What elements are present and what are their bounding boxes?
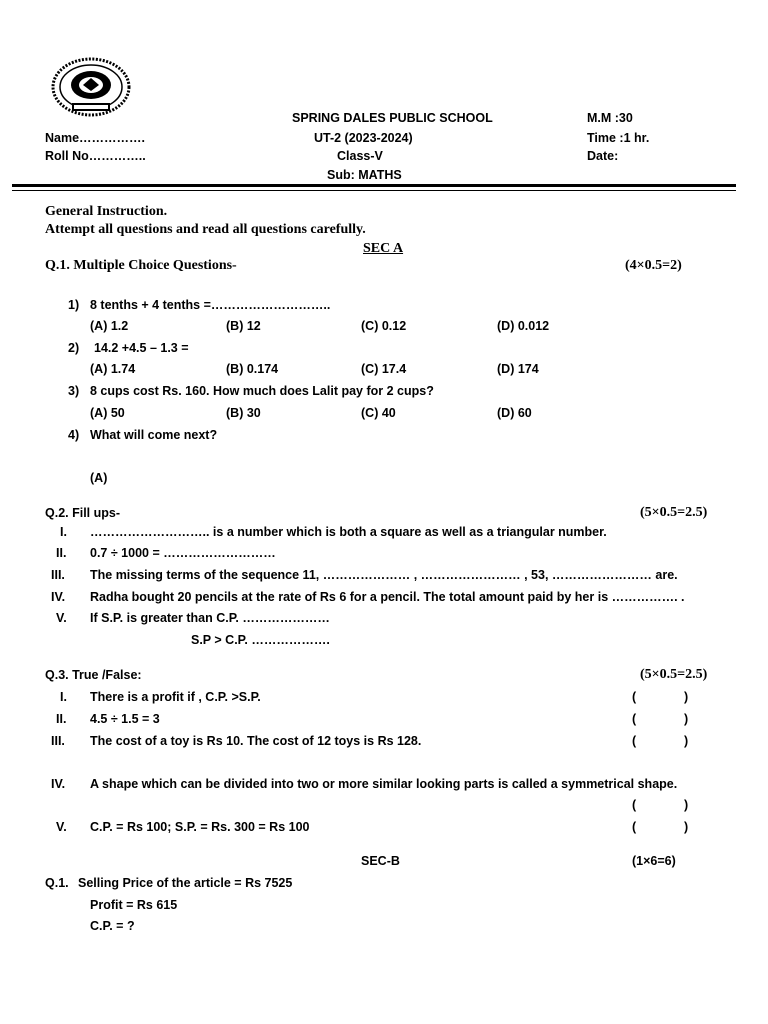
class-label: Class-V	[337, 149, 383, 163]
school-logo	[50, 56, 132, 118]
sec-b-q1-line1: Selling Price of the article = Rs 7525	[78, 876, 293, 890]
q1-title: Q.1. Multiple Choice Questions-	[45, 258, 237, 273]
section-b-marks: (1×6=6)	[632, 854, 676, 868]
q3-2-bracket-close: )	[684, 712, 689, 726]
q1-3-option-d: (D) 60	[497, 406, 532, 420]
q1-1-option-a: (A) 1.2	[90, 319, 129, 333]
q1-3-option-c: (C) 40	[361, 406, 396, 420]
q3-4-bracket-close: )	[684, 798, 689, 812]
q3-3-num: III.	[51, 734, 65, 748]
sec-b-q1-num: Q.1.	[45, 876, 69, 890]
q1-1-option-b: (B) 12	[226, 319, 261, 333]
q1-3-option-b: (B) 30	[226, 406, 261, 420]
q3-3-bracket-close: )	[684, 734, 689, 748]
q2-1-num: I.	[60, 525, 67, 539]
q1-3-option-a: (A) 50	[90, 406, 125, 420]
max-marks: M.M :30	[587, 111, 633, 125]
q1-2-question: 14.2 +4.5 – 1.3 =	[94, 341, 189, 355]
q1-2-option-c: (C) 17.4	[361, 362, 407, 376]
q3-2-num: II.	[56, 712, 67, 726]
sec-b-q1-line2: Profit = Rs 615	[90, 898, 178, 912]
name-field: Name…………….	[45, 131, 146, 145]
q1-3-num: 3)	[68, 384, 80, 398]
header-rule-thin	[12, 190, 736, 191]
instruction-text: Attempt all questions and read all questions carefully.	[45, 222, 366, 237]
q1-4-option-a: (A)	[90, 471, 108, 485]
q3-1-bracket-close: )	[684, 690, 689, 704]
q1-2-num: 2)	[68, 341, 80, 355]
header-rule-thick	[12, 184, 736, 187]
q3-1-text: There is a profit if , C.P. >S.P.	[90, 690, 261, 704]
q1-1-question: 8 tenths + 4 tenths =………………………..	[90, 298, 331, 312]
q2-2-text: 0.7 ÷ 1000 = ………………………	[90, 546, 276, 560]
section-a-title: SEC A	[363, 241, 404, 256]
q2-marks: (5×0.5=2.5)	[640, 505, 708, 520]
q2-2-num: II.	[56, 546, 67, 560]
q2-5-text: If S.P. is greater than C.P. …………………	[90, 611, 330, 625]
q3-4-text: A shape which can be divided into two or more similar looking parts is called a symmetrical shape.	[90, 777, 678, 791]
q1-4-question: What will come next?	[90, 428, 218, 442]
exam-title: UT-2 (2023-2024)	[314, 131, 413, 145]
q1-2-option-d: (D) 174	[497, 362, 539, 376]
q2-4-text: Radha bought 20 pencils at the rate of Rs 6 for a pencil. The total amount paid by her is ……………. .	[90, 590, 685, 604]
date-label: Date:	[587, 149, 619, 163]
q2-5-sub: S.P > C.P. ……………….	[191, 633, 330, 647]
q3-3-text: The cost of a toy is Rs 10. The cost of 12 toys is Rs 128.	[90, 734, 422, 748]
sec-b-q1-line3: C.P. = ?	[90, 919, 135, 933]
subject-label: Sub: MATHS	[327, 168, 402, 182]
q3-5-num: V.	[56, 820, 67, 834]
q3-2-bracket-open: (	[632, 712, 637, 726]
q1-1-num: 1)	[68, 298, 80, 312]
q1-4-num: 4)	[68, 428, 80, 442]
school-name: SPRING DALES PUBLIC SCHOOL	[292, 111, 493, 125]
q2-4-num: IV.	[51, 590, 66, 604]
q1-1-option-d: (D) 0.012	[497, 319, 550, 333]
q3-2-text: 4.5 ÷ 1.5 = 3	[90, 712, 160, 726]
q3-4-bracket-open: (	[632, 798, 637, 812]
q3-5-bracket-close: )	[684, 820, 689, 834]
q1-2-option-a: (A) 1.74	[90, 362, 136, 376]
q3-1-bracket-open: (	[632, 690, 637, 704]
q3-marks: (5×0.5=2.5)	[640, 667, 708, 682]
q3-5-bracket-open: (	[632, 820, 637, 834]
q2-1-text: ……………………….. is a number which is both a square as well as a triangular number.	[90, 525, 607, 539]
q3-title: Q.3. True /False:	[45, 668, 142, 682]
section-b-title: SEC-B	[361, 854, 400, 868]
roll-field: Roll No…………..	[45, 149, 146, 163]
q1-3-question: 8 cups cost Rs. 160. How much does Lalit pay for 2 cups?	[90, 384, 434, 398]
q3-1-num: I.	[60, 690, 67, 704]
instruction-title: General Instruction.	[45, 204, 168, 219]
q2-3-text: The missing terms of the sequence 11, ………………… , …………………… , 53, …………………… are.	[90, 568, 678, 582]
q2-5-num: V.	[56, 611, 67, 625]
q1-2-option-b: (B) 0.174	[226, 362, 279, 376]
q3-4-num: IV.	[51, 777, 66, 791]
time-label: Time :1 hr.	[587, 131, 650, 145]
q3-3-bracket-open: (	[632, 734, 637, 748]
q3-5-text: C.P. = Rs 100; S.P. = Rs. 300 = Rs 100	[90, 820, 310, 834]
q1-1-option-c: (C) 0.12	[361, 319, 407, 333]
q2-3-num: III.	[51, 568, 65, 582]
q2-title: Q.2. Fill ups-	[45, 506, 121, 520]
q1-marks: (4×0.5=2)	[625, 258, 682, 273]
